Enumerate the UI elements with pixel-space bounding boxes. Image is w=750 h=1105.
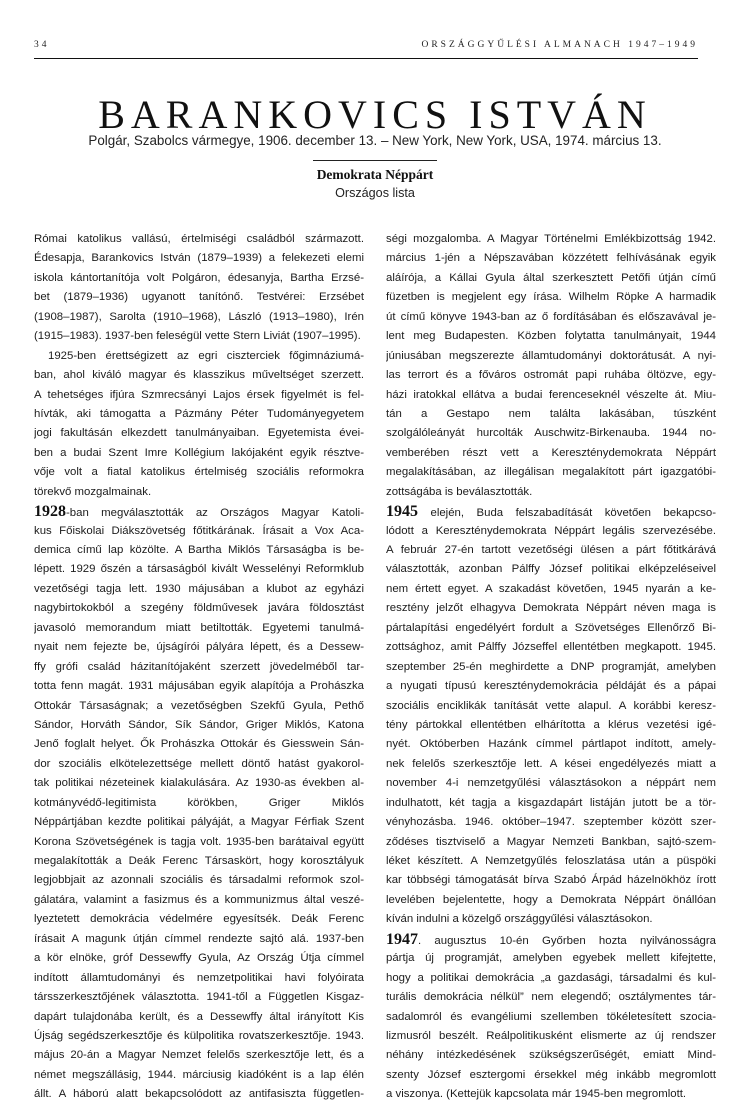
text-line bbox=[386, 405, 716, 424]
line-text: A február 27-én tartott vezetőségi ülésen a párt főtitkárává bbox=[386, 544, 716, 556]
line-text: megalakításában, az illegálisan megalakított párt igazgatóbi- bbox=[386, 466, 716, 479]
text-line bbox=[34, 910, 364, 929]
text-line bbox=[386, 969, 716, 988]
text-line bbox=[386, 502, 716, 521]
text-line bbox=[386, 444, 716, 463]
line-text: tény pártokkal ellentétben elhárította a klérus vezetési igé- bbox=[386, 718, 716, 731]
line-text: nek felelős szerkesztője lett. A kései engedélyezés miatt a bbox=[386, 757, 716, 770]
text-line bbox=[34, 463, 364, 482]
text-line bbox=[386, 483, 716, 502]
text-line bbox=[386, 230, 716, 249]
text-line bbox=[34, 269, 364, 288]
line-text: választották, azonban Pálffy József politikai elképzeléseivel bbox=[386, 563, 716, 576]
text-line bbox=[34, 599, 364, 618]
text-line bbox=[386, 424, 716, 443]
line-text: aláírója, a Kállai Gyula által szerkesztett Petőfi útján című bbox=[386, 271, 716, 284]
year-lead: 1928 bbox=[34, 503, 66, 521]
text-line bbox=[34, 347, 364, 366]
text-line bbox=[34, 541, 364, 560]
line-text: írásait A magunk útján címmel rendezte sajtó alá. 1937-ben bbox=[34, 932, 364, 945]
text-line bbox=[34, 833, 364, 852]
line-text: állt. A háború alatt bekapcsolódott az antifasiszta független- bbox=[34, 1088, 364, 1101]
year-lead: 1945 bbox=[386, 503, 418, 521]
line-text: 1925-ben érettségizett az egri ciszterciek főgimnáziumá- bbox=[48, 349, 364, 362]
line-text: zottságába is beválasztották. bbox=[386, 485, 533, 498]
text-line bbox=[386, 697, 716, 716]
line-text: A tehetséges ifjúra Szmrecsányi Lajos érsek figyelmét is fel- bbox=[34, 388, 364, 401]
line-text: törekvő mozgalmainak. bbox=[34, 485, 152, 498]
text-line bbox=[34, 444, 364, 463]
running-head bbox=[34, 40, 698, 54]
text-line bbox=[34, 1085, 364, 1104]
text-line bbox=[34, 230, 364, 249]
line-text: demica című lap közölte. A Bartha Miklós Társaságba is be- bbox=[34, 544, 364, 556]
line-text: füzetben is megjelent egy írása. Wilhelm Röpke A harmadik bbox=[386, 291, 716, 304]
text-line bbox=[386, 774, 716, 793]
line-text: ségi mozgalomba. A Magyar Történelmi Emlékbizottság 1942. bbox=[386, 233, 716, 245]
line-text: vényhozásba. 1946. október–1947. szeptember között szer- bbox=[386, 816, 716, 829]
line-text: hívták, aki támogatta a Pázmány Péter Tudományegyetem bbox=[34, 407, 364, 420]
text-line bbox=[34, 677, 364, 696]
line-text: hogy a politikai demokrácia „a gazdasági, társadalmi és kul- bbox=[386, 971, 716, 984]
text-line bbox=[34, 774, 364, 793]
line-text: március 1-jén a Népszavában közzétett felhívásának egyik bbox=[386, 252, 716, 265]
line-text: megalakították a Deák Ferenc Társaskört, hogy korosztályuk bbox=[34, 855, 364, 867]
text-line bbox=[386, 249, 716, 268]
line-text: lyeztetett demokrácia védelmére egyesítsék. Deák Ferenc bbox=[34, 913, 364, 926]
text-line bbox=[386, 522, 716, 541]
text-line bbox=[386, 1066, 716, 1085]
text-line bbox=[34, 735, 364, 754]
text-line bbox=[386, 794, 716, 813]
text-line bbox=[34, 619, 364, 638]
text-line bbox=[34, 560, 364, 579]
text-line bbox=[386, 288, 716, 307]
line-text: német megszállásig, 1944. márciusig kiadóként is a lap élén bbox=[34, 1068, 364, 1081]
line-text: Ottokár Társaságnak; a vezetőségben Szekfű Gyula, Pethő bbox=[34, 699, 364, 712]
line-text: ben a budai Szent Imre Kollégium lakójaként egyik résztve- bbox=[34, 446, 364, 459]
line-text: Jenő foglalt helyet. Ők Prohászka Ottokár és Giesswein Sán- bbox=[34, 738, 364, 751]
text-line bbox=[386, 327, 716, 346]
year-lead: 1947 bbox=[386, 930, 418, 948]
line-text: (1908–1987), Sarolta (1910–1968), László (1913–1980), Irén bbox=[34, 310, 364, 323]
line-text: lépett. 1929 őszén a társaságból kivált Wesselényi Reformklub bbox=[34, 563, 364, 576]
text-line bbox=[386, 1027, 716, 1046]
line-text: (1915–1983). 1937-ben feleségül vette Stern Liviát (1907–1995). bbox=[34, 330, 361, 343]
line-text: -ban megválasztották az Országos Magyar Katoli- bbox=[66, 507, 364, 520]
line-text: zottsághoz, amit Pálffy Józseffel ellentétben megkapott. 1945. bbox=[386, 641, 716, 654]
line-text: indulhatott, két tagja a kisgazdapárt listáján jutott be a tör- bbox=[386, 796, 716, 809]
line-text: elején, Buda felszabadítását követően bekapcso- bbox=[418, 507, 716, 520]
text-line bbox=[386, 658, 716, 677]
text-line bbox=[34, 424, 364, 443]
text-line bbox=[34, 988, 364, 1007]
line-text: tak politikai nézeteinek kialakulására. Az 1930-as években al- bbox=[34, 777, 364, 790]
line-text: legjobbjait az azonnali szociális és társadalmi reformok szol- bbox=[34, 874, 364, 887]
text-line bbox=[34, 813, 364, 832]
text-line bbox=[386, 580, 716, 599]
text-line bbox=[34, 502, 364, 521]
line-text: Római katolikus vallású, értelmiségi családból származott. bbox=[34, 233, 364, 245]
right-column bbox=[386, 230, 716, 1105]
text-line bbox=[34, 638, 364, 657]
text-line bbox=[34, 580, 364, 599]
text-line bbox=[34, 1046, 364, 1065]
line-text: lizmusról beszélt. Reálpolitikusként elismerte az új rendszer bbox=[386, 1029, 716, 1042]
text-line bbox=[34, 1027, 364, 1046]
line-text: iskola kántortanítója volt Polgáron, édesanyja, Bartha Erzsé- bbox=[34, 271, 364, 284]
text-line bbox=[386, 269, 716, 288]
line-text: nyait nem fejezte be, újságírói pályára lépett, és a Dessew- bbox=[34, 641, 364, 654]
text-line bbox=[34, 288, 364, 307]
line-text: Néppártjában kezdte politikai pályáját, a Magyar Férfiak Szent bbox=[34, 816, 364, 829]
line-text: júniusában megszerezte államtudományi doktorátusát. A nyi- bbox=[386, 349, 716, 362]
line-text: . augusztus 10-én Győrben hozta nyilvánosságra bbox=[418, 934, 716, 947]
line-text: szolgálóleányát hurcolták Auschwitz-Birkenauba. 1944 no- bbox=[386, 427, 716, 440]
text-line bbox=[34, 697, 364, 716]
text-line bbox=[386, 871, 716, 890]
text-line bbox=[386, 463, 716, 482]
line-text: nagybirtokokból a szegény földművesek javára földosztást bbox=[34, 602, 364, 615]
birth-death-line: Polgár, Szabolcs vármegye, 1906. december 13. – New York, New York, USA, 1974. március 13. bbox=[88, 133, 662, 148]
text-line bbox=[34, 249, 364, 268]
text-line bbox=[386, 910, 716, 929]
text-line bbox=[386, 852, 716, 871]
line-text: a viszonya. (Kettejük kapcsolata már 1945-ben megromlott. bbox=[386, 1088, 687, 1101]
electoral-list: Országos lista bbox=[335, 186, 415, 200]
line-text: vezetőségi tagja lett. 1930 májusában a klubot az egyházi bbox=[34, 582, 364, 595]
text-line bbox=[34, 522, 364, 541]
text-line bbox=[386, 560, 716, 579]
line-text: Újság segédszerkesztője és külpolitika rovatszerkesztője. 1943. bbox=[34, 1029, 364, 1042]
line-text: gálatára, valamint a fasizmus és a kommunizmus által veszé- bbox=[34, 893, 364, 906]
line-text: las terrort és a főváros ostromát papi ruhába öltözve, egy- bbox=[386, 369, 716, 382]
line-text: indított államtudományi és nemzetpolitikai havi folyóirata bbox=[34, 971, 364, 984]
text-line bbox=[34, 308, 364, 327]
text-line bbox=[386, 833, 716, 852]
line-text: jogi fakultásán elkezdett tanulmányaiban. Egyetemista évei- bbox=[34, 427, 364, 440]
line-text: léket készített. A Nemzetgyűlés feloszlatása után a püspöki bbox=[386, 855, 716, 867]
text-line bbox=[386, 347, 716, 366]
party-name: Demokrata Néppárt bbox=[316, 167, 434, 182]
text-line bbox=[386, 813, 716, 832]
line-text: nem értett egyet. A szakadást követően, 1945 nyarán a ke- bbox=[386, 582, 716, 595]
text-line bbox=[34, 871, 364, 890]
text-line bbox=[34, 366, 364, 385]
text-line bbox=[386, 891, 716, 910]
line-text: Édesapja, Barankovics István (1879–1939) a felekezeti elemi bbox=[34, 252, 364, 265]
text-line bbox=[386, 930, 716, 949]
line-text: néhány intézkedésének szükségszerűségét, emiatt Mind- bbox=[386, 1049, 716, 1062]
line-text: lent meg Budapesten. Közben folytatta tanulmányait, 1944 bbox=[386, 330, 716, 343]
line-text: Sándor, Horváth Sándor, Sík Sándor, Griger Miklós, Katona bbox=[34, 718, 364, 731]
line-text: lódott a Kereszténydemokrata Néppárt legális szervezésébe. bbox=[386, 524, 716, 537]
line-text: út című könyve 1943-ban az ő fordításában és előszavával je- bbox=[386, 310, 716, 323]
text-line bbox=[386, 366, 716, 385]
text-line bbox=[34, 930, 364, 949]
text-line bbox=[34, 386, 364, 405]
line-text: házi iratokkal ellátva a budai ferenceseknél vészelte át. Miu- bbox=[386, 388, 716, 401]
text-line bbox=[34, 483, 364, 502]
line-text: resztény jelzőt elhagyva Demokrata Néppárt néven maga is bbox=[386, 602, 716, 615]
text-line bbox=[386, 308, 716, 327]
line-text: november 4-i nemzetgyűlési választásokon a néppárt nem bbox=[386, 777, 716, 790]
text-line bbox=[34, 755, 364, 774]
text-line bbox=[386, 638, 716, 657]
text-line bbox=[34, 794, 364, 813]
text-line bbox=[386, 949, 716, 968]
line-text: sadalomról és evangéliumi szellemben tökéletesített szocia- bbox=[386, 1010, 716, 1023]
page-number: 34 bbox=[34, 40, 50, 50]
line-text: tán a Gestapo nem találta lakásában, túszként bbox=[386, 407, 716, 420]
line-text: dor szociális elkötelezettsége mellett döntő hatást gyakorol- bbox=[34, 757, 364, 770]
text-line bbox=[34, 852, 364, 871]
line-text: javasoló memorandum miatt betiltották. Egyetemi tanulmá- bbox=[34, 621, 364, 634]
text-line bbox=[386, 716, 716, 735]
line-text: szenty József esztergomi érsekkel még inkább megromlott bbox=[386, 1068, 716, 1081]
text-line bbox=[34, 327, 364, 346]
text-line bbox=[386, 541, 716, 560]
line-text: május 20-án a Magyar Nemzet felelős szerkesztője lett, és a bbox=[34, 1049, 364, 1062]
text-line bbox=[34, 658, 364, 677]
text-line bbox=[34, 949, 364, 968]
header-rule bbox=[34, 58, 698, 59]
text-line bbox=[386, 1085, 716, 1104]
running-title: ORSZÁGGYŰLÉSI ALMANACH 1947–1949 bbox=[421, 40, 698, 50]
text-line bbox=[34, 405, 364, 424]
text-line bbox=[386, 1008, 716, 1027]
line-text: bet (1879–1936) ugyanott tanítónő. Testvérei: Erzsébet bbox=[34, 291, 364, 304]
line-text: kus Főiskolai Diákszövetség főtitkárának. Írásait a Vox Aca- bbox=[34, 524, 364, 537]
left-column bbox=[34, 230, 364, 1105]
line-text: a nyugati típusú kereszténydemokrácia példáját és a pápai bbox=[386, 680, 716, 693]
line-text: pártja új programját, amelyben egyebek mellett kifejtette, bbox=[386, 952, 716, 965]
text-line bbox=[34, 1008, 364, 1027]
text-line bbox=[34, 969, 364, 988]
text-line bbox=[386, 619, 716, 638]
line-text: kar többségi támogatását bírva Szabó Árpád házelnökhöz írott bbox=[386, 874, 716, 887]
text-line bbox=[34, 716, 364, 735]
line-text: turális demokrácia nélkül” nem elegendő; osztálymentes tár- bbox=[386, 991, 716, 1004]
line-text: a kör elnöke, gróf Dessewffy Gyula, Az Ország Útja címmel bbox=[34, 952, 364, 965]
line-text: vemberében részt vett a Kereszténydemokrata Néppárt bbox=[386, 446, 716, 459]
line-text: társszerkesztőjének választotta. 1941-től a Független Kisgaz- bbox=[34, 991, 364, 1004]
line-text: ffy grófi család házitanítójaként szerzett jövedelméből tar- bbox=[34, 660, 364, 673]
text-line bbox=[386, 735, 716, 754]
title-divider bbox=[313, 160, 437, 161]
line-text: szeptember 25-én meghirdette a DNP programját, amelyben bbox=[386, 660, 716, 673]
line-text: dapárt tulajdonába került, és a Dessewffy által irányított Kis bbox=[34, 1010, 364, 1023]
line-text: pártalapítási engedélyért fordult a Szövetséges Ellenőrző Bi- bbox=[386, 621, 716, 634]
line-text: ban, ahol kiváló magyar és klasszikus műveltséget szerzett. bbox=[34, 369, 364, 382]
text-line bbox=[386, 1046, 716, 1065]
text-line bbox=[386, 755, 716, 774]
text-line bbox=[386, 599, 716, 618]
line-text: szociális enciklikák tanítását vette alapul. A korábbi keresz- bbox=[386, 699, 716, 712]
text-line bbox=[34, 1066, 364, 1085]
text-line bbox=[34, 891, 364, 910]
line-text: levelében bejelentette, hogy a Demokrata Néppárt önállóan bbox=[386, 893, 716, 906]
line-text: kíván indulni a közelgő országgyűlési választásokon. bbox=[386, 913, 653, 926]
text-line bbox=[386, 677, 716, 696]
line-text: Korona Szövetségének is tagja volt. 1935-ben barátaival együtt bbox=[34, 835, 364, 848]
line-text: vője volt a fiatal katolikus értelmiség szociális reformokra bbox=[34, 466, 364, 479]
line-text: totta fenn magát. 1931 májusában egyik alapítója a Prohászka bbox=[34, 680, 364, 693]
line-text: kotmányvédő-legitimista körökben, Griger Miklós bbox=[34, 796, 364, 809]
line-text: ződéses tisztviselő a Magyar Nemzeti Bankban, sajtó-szem- bbox=[386, 835, 716, 848]
text-line bbox=[386, 988, 716, 1007]
person-name: BARANKOVICS ISTVÁN bbox=[98, 92, 652, 137]
text-line bbox=[386, 386, 716, 405]
line-text: nyét. Októberben Hazánk címmel pártlapot indított, amely- bbox=[386, 738, 716, 751]
